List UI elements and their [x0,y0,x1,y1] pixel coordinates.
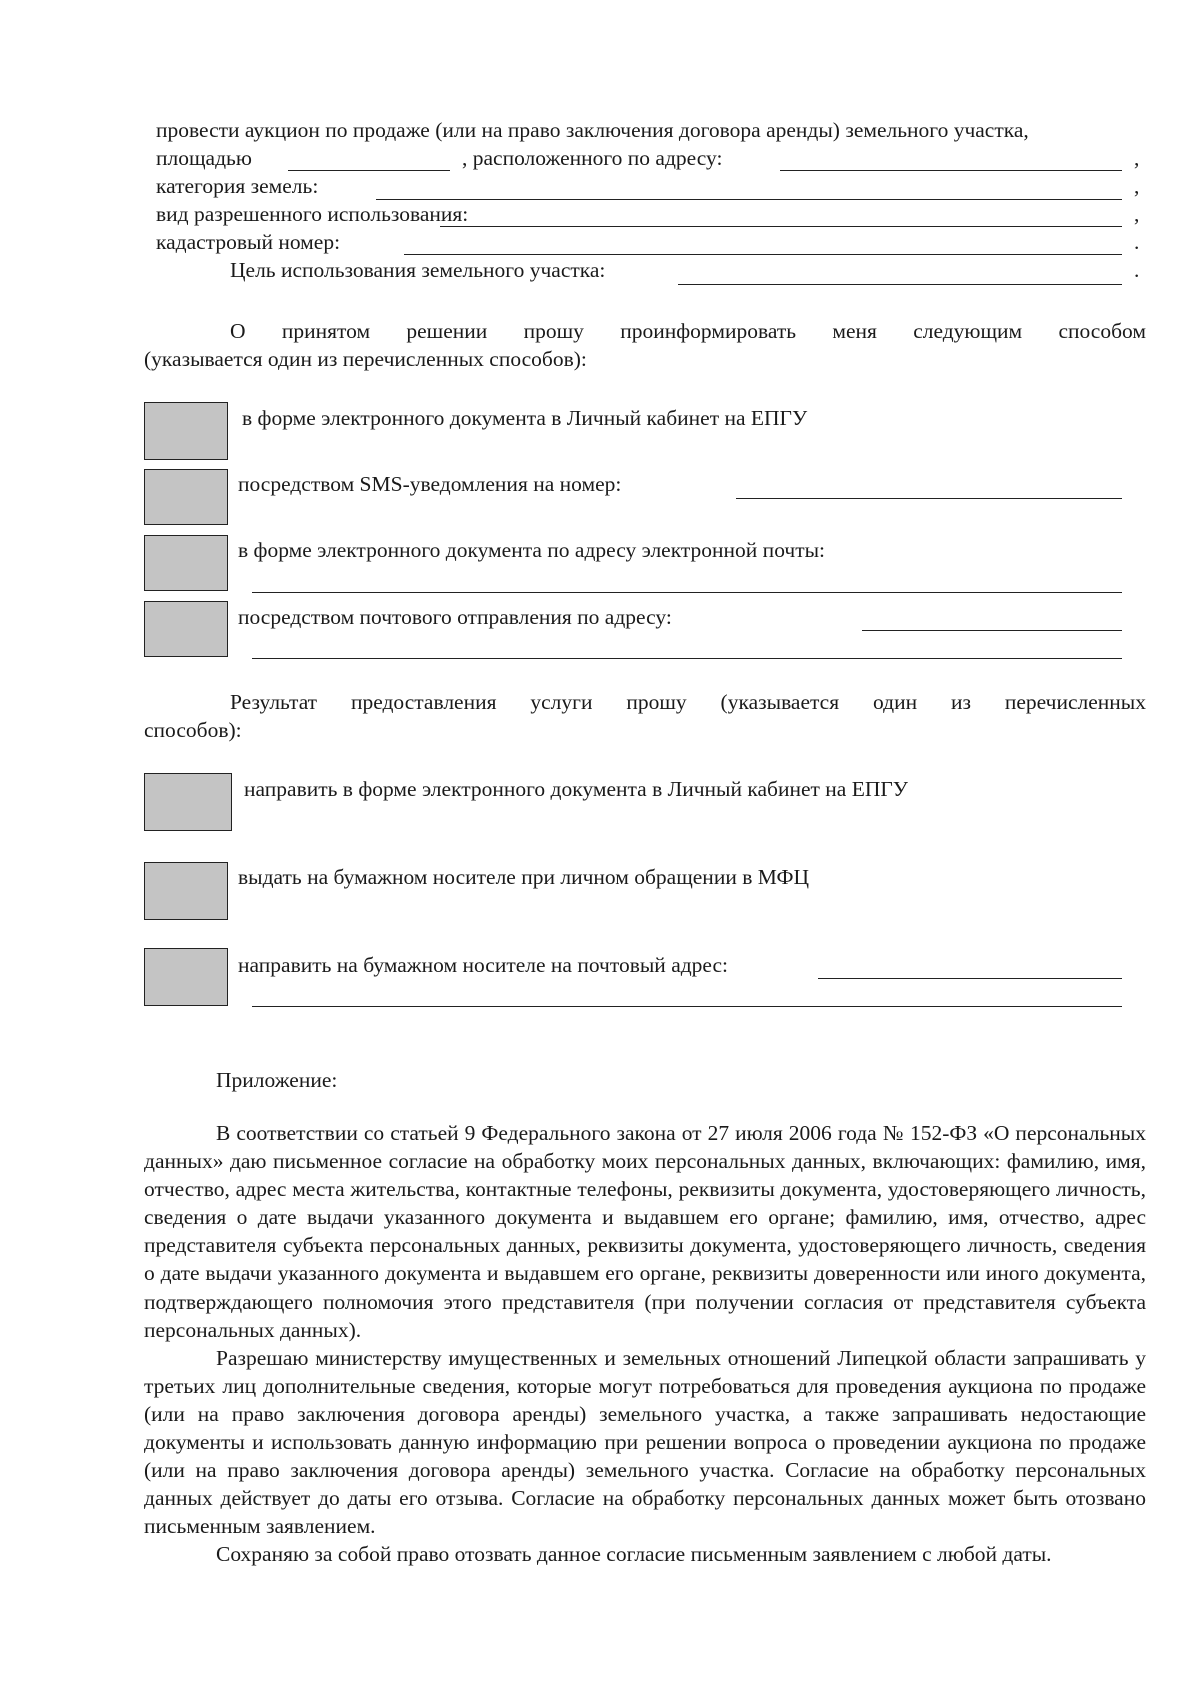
notify-option-label: в форме электронного документа в Личный кабинет на ЕПГУ [242,406,808,430]
area-field[interactable] [288,170,450,171]
attachment-label: Приложение: [216,1068,338,1092]
notify-intro-cont: (указывается один из перечисленных способов): [144,347,587,371]
purpose-label: Цель использования земельного участка: [230,258,606,282]
postal-address-field-cont[interactable] [252,658,1122,659]
result-postal-address-field[interactable] [818,978,1122,979]
result-option-label: направить в форме электронного документа в Личный кабинет на ЕПГУ [244,777,909,801]
postal-address-field[interactable] [862,630,1122,631]
consent-text [144,1119,1146,1569]
notify-option-label: в форме электронного документа по адресу электронной почты: [238,538,826,562]
result-option-label: выдать на бумажном носителе при личном обращении в МФЦ [238,865,810,889]
notify-intro: О принятом решении прошу проинформировать меня следующим способом [230,319,1146,343]
email-address-field[interactable] [252,592,1122,593]
notify-checkbox-sms[interactable] [144,469,228,525]
notify-option-label: посредством SMS-уведомления на номер: [238,472,622,496]
sms-phone-field[interactable] [736,498,1122,499]
result-checkbox-post[interactable] [144,948,228,1006]
address-field[interactable] [780,170,1122,171]
comma: , [1134,174,1140,198]
cadastral-label: кадастровый номер: [156,230,341,254]
area-label: площадью [156,146,252,170]
result-option-label: направить на бумажном носителе на почтовый адрес: [238,953,729,977]
cadastral-number-field[interactable] [404,254,1122,255]
result-checkbox-epgu[interactable] [144,773,232,831]
notify-option-label: посредством почтового отправления по адресу: [238,605,672,629]
notify-checkbox-post[interactable] [144,601,228,657]
result-postal-address-field-cont[interactable] [252,1006,1122,1007]
notify-checkbox-epgu[interactable] [144,402,228,460]
consent-paragraph: Сохраняю за собой право отозвать данное согласие письменным заявлением с любой даты. [216,1542,1052,1567]
intro-line: провести аукцион по продаже (или на право заключения договора аренды) земельного участка, [156,118,1029,142]
address-label: , расположенного по адресу: [462,146,723,170]
use-label: вид разрешенного использования: [156,202,469,226]
result-intro-cont: способов): [144,718,242,742]
category-field[interactable] [376,199,1122,200]
permitted-use-field[interactable] [440,226,1122,227]
consent-paragraph: Разрешаю министерству имущественных и земельных отношений Липецкой области запрашивать у третьих лиц дополнительные сведения, которые могут потребоваться для проведения аукциона по продаже (или на право заключения договора аренды) земельного участка, а также запрашивать недостающие документы и использовать данную информацию при решении вопроса о проведении аукциона по продаже (или на право заключения договора аренды) земельного участка. Согласие на обработку персональных данных действует до даты его отзыва. Согласие на обработку персональных данных может быть отозвано письменным заявлением. [144,1345,1146,1539]
comma: , [1134,202,1140,226]
notify-checkbox-email[interactable] [144,535,228,591]
result-intro: Результат предоставления услуги прошу (указывается один из перечисленных [230,690,1146,714]
purpose-field[interactable] [678,284,1122,285]
period: . [1134,258,1140,282]
category-label: категория земель: [156,174,319,198]
comma: , [1134,146,1140,170]
period: . [1134,230,1140,254]
consent-paragraph: В соответствии со статьей 9 Федерального закона от 27 июля 2006 года № 152-ФЗ «О персональных данных» даю письменное согласие на обработку моих персональных данных, включающих: фамилию, имя, отчество, адрес места жительства, контактные телефоны, реквизиты документа, удостоверяющего личность, сведения о дате выдачи указанного документа и выдавшем его органе; фамилию, имя, отчество, адрес представителя субъекта персональных данных, реквизиты документа, удостоверяющего личность, сведения о дате выдачи указанного документа и выдавшем его органе, реквизиты доверенности или иного документа, подтверждающего полномочия этого представителя (при получении согласия от представителя субъекта персональных данных). [144,1121,1146,1342]
result-checkbox-mfc[interactable] [144,862,228,920]
